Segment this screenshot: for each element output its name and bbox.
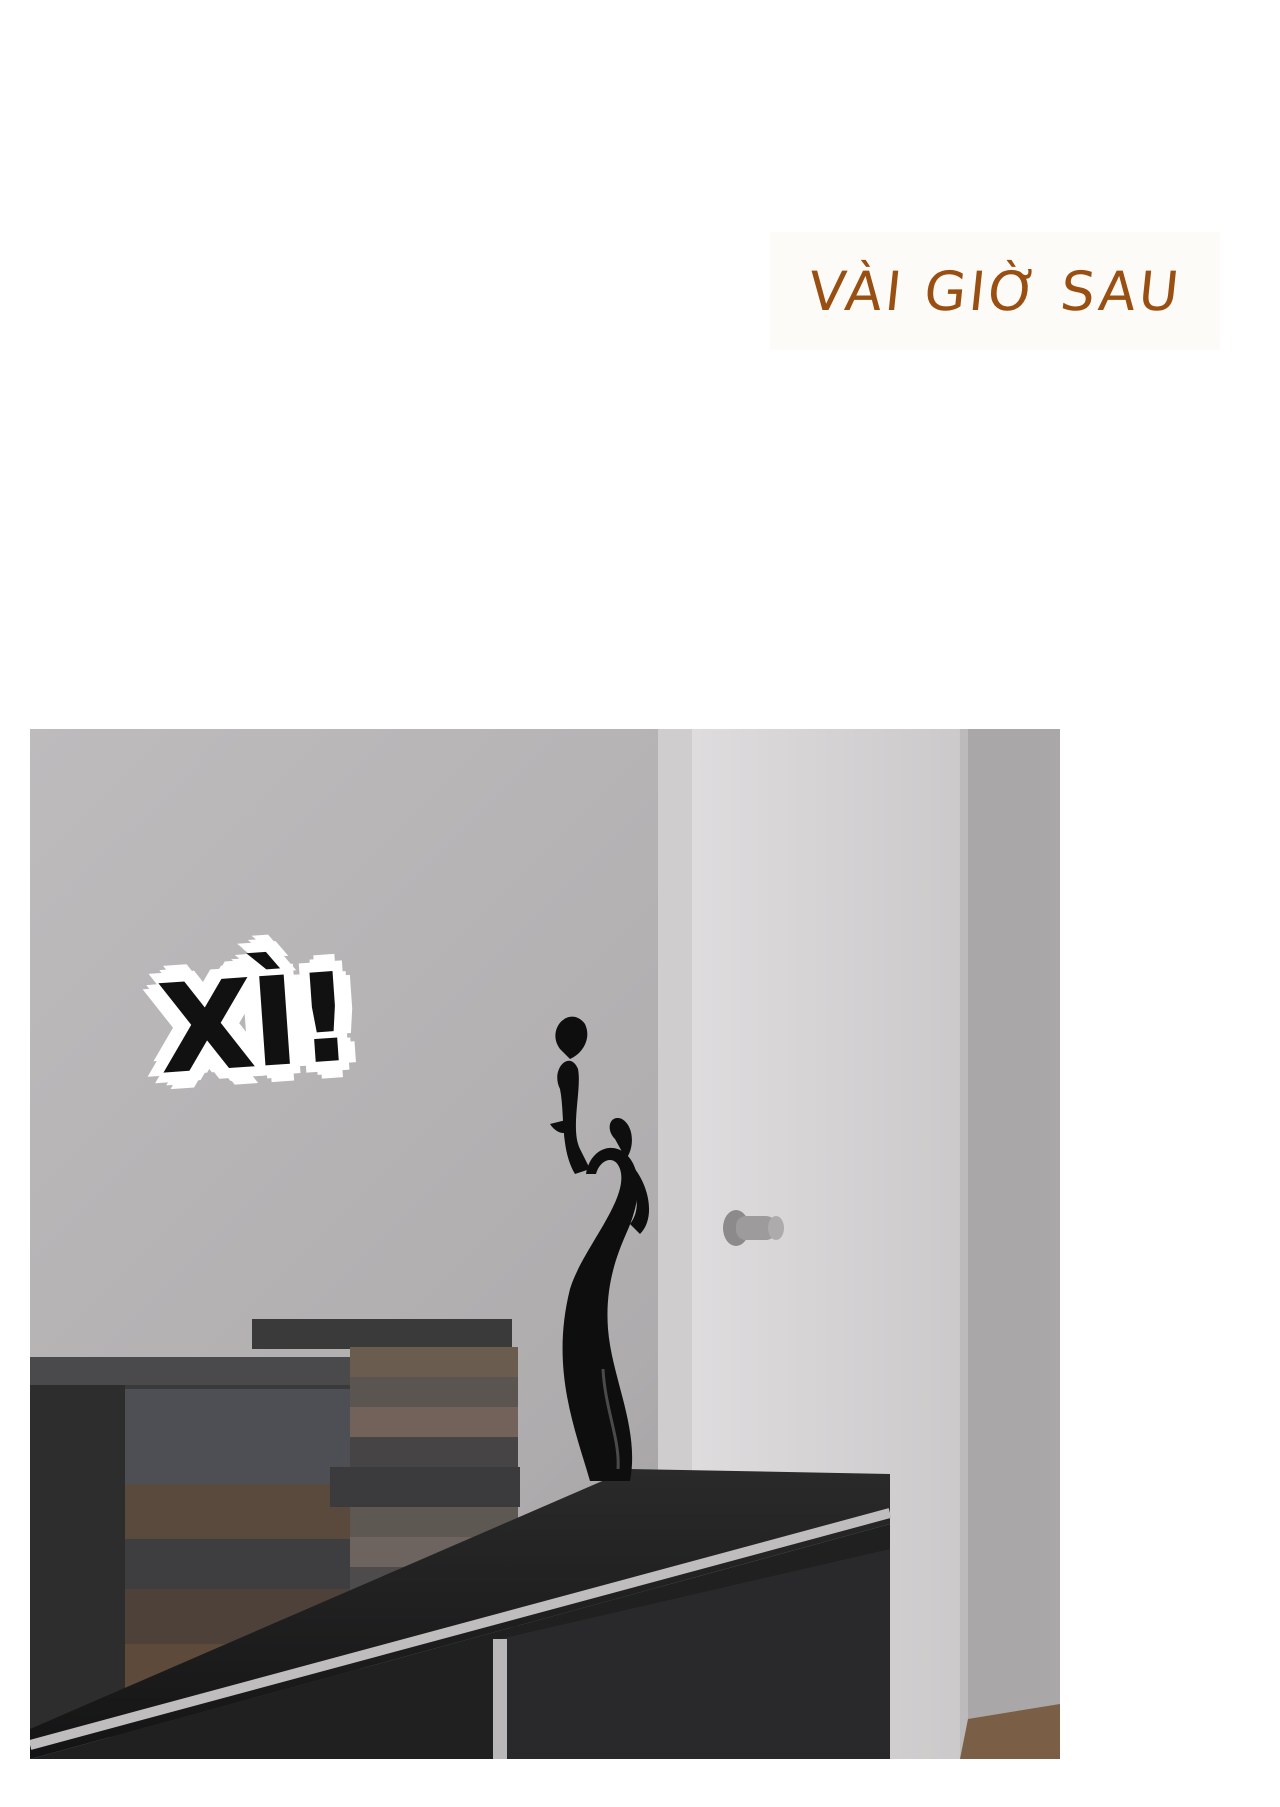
door-knob-end: [768, 1216, 784, 1240]
room-illustration: [30, 729, 1060, 1759]
door-edge: [960, 729, 968, 1759]
right-wall: [968, 729, 1060, 1759]
caption-text: VÀI GIỜ SAU: [805, 259, 1185, 323]
sound-effect-text: XÌ!: [155, 948, 357, 1101]
caption-box: [770, 232, 1220, 350]
comic-panel: [30, 729, 1060, 1759]
